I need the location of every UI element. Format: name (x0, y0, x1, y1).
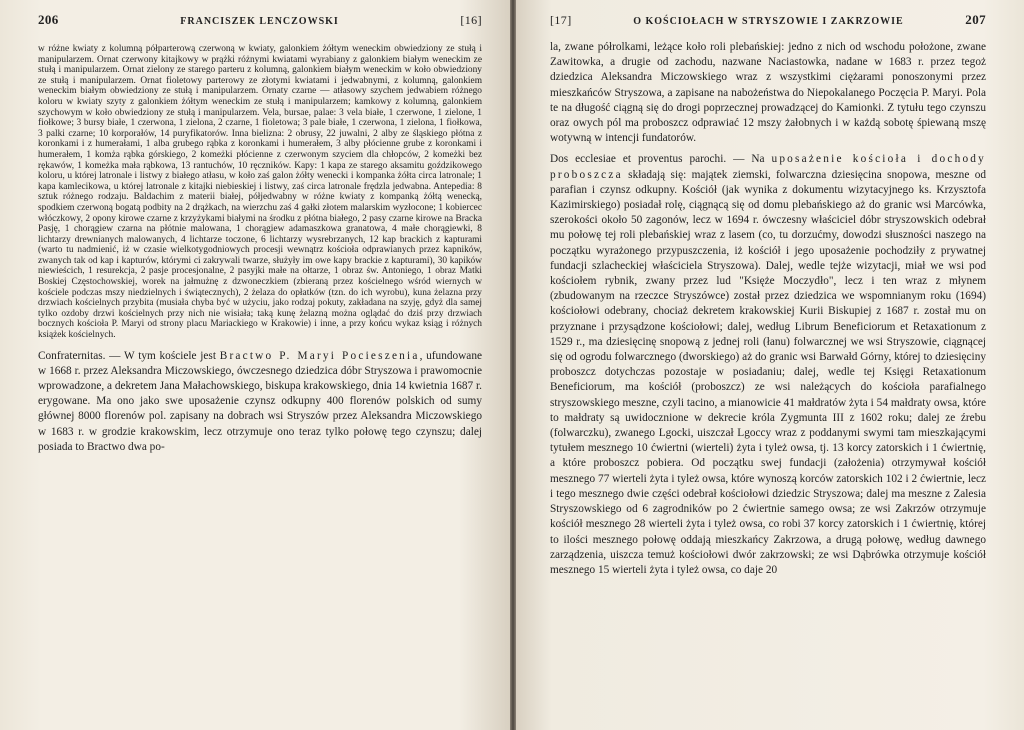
right-page-number: 207 (965, 12, 986, 27)
right-page-header (550, 12, 986, 34)
endowment-body: składają się: majątek ziemski, folwarczna dziesięcina snopowa, meszne od parafian i czynsz odkupny. Kościół (jak wynika z dokumentu wizytacyjnego ks. Krzysztofa Kazimirskiego) posiadał rolę, ciągnącą się od domu plebańskiego aż do granic wsi Marcówka, szerokości około 50 zagonów, lecz w 1694 r. ówczesny właściciel dóbr stryszowskich odebrał mu połowę tej roli plebańskiej wraz z lasem (co, tu dorzućmy, dowodzi słuszności naszego na początku wyrażonego przypuszczenia, iż kościół i jego uposażenie pochodziły z prywatnej fundacji szlacheckiej właściciela Stryszowa). Dalej, wedle tejże wizytacji, miał we wsi pod kościołem rybnik, zwany przez lud "Księże Moczydło", lecz i ten wraz z młynem (zbudowanym na rzeczce Stryszówce) został przez dziedzica we wspomnianym roku (1694) kościołowi odebrany, chociaż dekretem krakowskiej Kurii Biskupiej z 1687 r. został mu on przyznane i przysądzone kościołowi; dalej, według Librum Beneficiorum et Retaxationum z 1529 r., ma dziesięcinę snopową z jednej roli (łanu) folwarcznej we wsi Stryszowie, ciągnącej się od ogrodu folwarcznego (dworskiego) aż do granic wsi Barwałd Górny, której to dziesięciny proboszcz dotychczas pozostaje w posiadaniu; dalej, wedle tej Księgi Retaxationum Beneficiorum, ma kościół (proboszcz) ze wsi należących do kościoła parafialnego stryszowskiego meszne, czyli tacino, a mianowicie 41 małdratów żyta i 54 małdraty owsa, które to małdraty są uwidocznione w dekrecie króla Zygmunta III z 1602 roku; dalej ze źrebu (folwarczku), zwanego Lgocki, uiszczał Lgoccy wraz z poddanymi swymi tam mieszkającymi tytułem mesznego 10 ćwiertni (wierteli) żyta i tyleż owsa, tj. 13 korcy zatorskich i 1 ćwiertnię, a które proboszcz pobiera. Od początku swej fundacji (założenia) otrzymywał kościół mesznego 77 wierteli żyta i tyleż owsa, które wynoszą korców zatorskich 102 i 2 ćwiertnie, lecz i tego mesznego dwie części odebrał kościołowi dziedzic Stryszowa; dalej ma meszne z Zalesia Stryszowskiego od 6 zagrodników po 2 ćwiertnie samego owsa; ze wsi Zakrzów otrzymuje kościół mesznego 28 wierteli żyta i tyleż owsa, co robi 37 korcy zatorskich i 1 ćwiertnię, której to ilości mesznego połowę oddają mieszkańcy Zakrzowa, a drugą połowę, według dawnego zarządzenia, uiszcza temuż kościołowi dwór zakrzowski; ze wsi Dąbrówka otrzymuje kościół mesznego 15 wierteli żyta i tyleż owsa, co daje 20 (550, 168, 986, 576)
endowment-heading: uposażenie kościoła i dochody proboszcza (550, 153, 986, 181)
left-page (0, 0, 510, 730)
confraternity-name: Bractwo P. Maryi Pocieszenia (219, 349, 420, 362)
confraternity-paragraph (38, 349, 482, 455)
fields-paragraph: la, zwane półrolkami, leżące koło roli plebańskiej: jedno z nich od wschodu położone, zwane Zawitowka, a drugie od zachodu, nazwane Naciastowka, nadane w 1683 r. przez tegoż dziedzica Aleksandra Miczowskiego wraz z wszystkimi ciężarami ponoszonymi przez mieszkańców Stryszowa, a zapisane na nabożeństwa do Niepokalanego Poczęcia P. Maryi. Pola te na długość ciągną się do drogi poprzecznej prowadzącej do Kamionki. Z tytułu tego czynszu oraz owych pól ma proboszcz odprawiać 12 mszy żałobnych i w każdą sobotę śpiewaną mszę wotywną w intencji fundatorów. (550, 41, 986, 145)
right-running-head: O KOŚCIOŁACH W STRYSZOWIE I ZAKRZOWIE (633, 16, 904, 27)
left-running-head: FRANCISZEK LENCZOWSKI (180, 16, 339, 27)
confraternity-lead: Confraternitas. — W tym kościele jest (38, 349, 220, 362)
endowment-lead: Dos ecclesiae et proventus parochi. — Na (550, 153, 772, 166)
right-page (516, 0, 1024, 730)
confraternity-body: , ufundowane w 1668 r. przez Aleksandra Miczowskiego, ówczesnego dziedzica dóbr Stryszowa i prawomocnie wprowadzone, a dekretem Jana Małachowskiego, biskupa krakowskiego, dnia 14 kwietnia 1687 r. erygowane. Ma ono jako swe uposażenie czynsz odkupny 400 florenów polskich od sumy głównej 8000 florenów pol. zapisany na dobrach wsi Stryszów przez Aleksandra Miczowskiego w 1683 r. w grodzie krakowskim, lecz otrzymuje ono teraz tylko połowę tego czynszu; dalej posiada to Bractwo dwa po- (38, 349, 482, 453)
endowment-paragraph (550, 152, 986, 578)
left-page-header (38, 12, 482, 34)
left-section-number: [16] (460, 13, 482, 27)
left-page-number: 206 (38, 12, 59, 27)
right-section-number: [17] (550, 13, 572, 27)
inventory-list-paragraph: w różne kwiaty z kolumną półparterową czerwoną w kwiaty, galonkiem żółtym weneckim obwiedziony ze stułą i manipularzem. Ornat czerwony kitajkowy w prążki różnymi kwiatami wyrabiany z galonkiem białym weneckim ze stułą i manipularzem. Ornat zielony ze starego parteru z kolumną, galonkiem białym weneckim w koło obwiedziony ze stułą i manipularzem. Ornat fioletowy parterowy ze złotymi kwiatami i jedwabnymi, z kolumną, galonkiem weneckim białym obwiedziony ze stułą i manipularzem. Ornaty czarne — atłasowy szychem jedwabiem różnego koloru w kwiaty szyty z galonkiem żółtym weneckim ze stułą i manipularzem; kamkowy z kolumną, galonkiem szychowym w koło obwiedziony ze stułą i manipularzem. Vela, bursae, palae: 3 vela białe, 1 czerwone, 1 zielone, 1 fiołkowe; 3 bursy białe, 1 czerwona, 1 zielona, 2 czarne, 1 fioletowa; 3 pale białe, 1 czerwona, 1 zielona, 1 fiołkowa, 3 palki czarne; 10 korporałów, 14 puryfikatorów. Inna bielizna: 2 obrusy, 22 juwalni, 2 alby ze śląskiego płótna z koronkami i z humerałami, 1 alba grubego rąbka z koronkami i humerałem, 3 alby płócienne grube z koronkami i humerałem, 1 komża rąbka górskiego, 2 komeżki płócienne z czerwonym szyciem dla chłopców, 2 komeżki bez rękawów, 1 komeżka mała rąbkowa, 13 rantuchów, 10 ręczników. Kapy: 1 kapa ze starego aksamitu goździkowego koloru, u której latronale i listwy z białego atłasu, w koło zaś galon żółty wenecki i kompanka żółta circa latronale; 1 kapa kamlecikowa, u której latronale z kitajki niebieskiej i listwy, zaś circa latronale frędzla jedwabna. Antepedia: 8 sztuk różnego rodzaju. Baldachim z materii białej, półjedwabny w różne kwiaty z kompanką żółtą wenecką, spodkiem czerwoną bogatą podbity na 2 drążkach, na wierzchu zaś 4 gałki złotem malarskim wyzłocone; 1 kobiercec włóczkowy, 2 opony kirowe czarne z krzyżykami białymi na środku z płótna białego, 2 pasy czarne kirowe na Bracka Pasję, 1 chorągiew czarna na płótnie malowana, 1 chorągiew adamaszkowa granatowa, 4 małe chorągiewki, 8 lichtarzy drewnianych malowanych, 4 lichtarze toczone, 6 lichtarzy wysrebrzanych, 12 kap brackich z kapturami (warto tu nadmienić, iż w czasie wielkotygodniowych procesji wewnątrz kościoła odprawianych przez kapników, zwanych tak od kap i kapturów, którymi ci zakrywali twarze, służyły im owe kapy brackie z kapturami), 30 kapików niewieścich, 1 resurekcja, 2 pasje procesjonalne, 2 pasyjki małe na ołtarze, 1 obraz św. Antoniego, 1 obraz Matki Boskiej Częstochowskiej, worek na jałmużnę z dzwoneczkiem (zbieraną przez kościelnego wśród wiernych w kościele podczas mszy niedzielnych i świątecznych), 2 żelaza do opłatków (tzn. do ich wyrobu), kuna żelazna przy drzwiach kościelnych przybita (musiała chyba być w użyciu, jako rodzaj pokuty, zakładana na szyję, gdyż dla samej tylko ozdoby drzwi kościelnych przy nich nie wisiała; taką kunę żelazną można oglądać do dziś przy drzwiach bocznych kościoła P. Maryi od strony placu Mariackiego w Krakowie) i inne, a przy końcu wykaz ksiąg i różnych książek kościelnych. (38, 44, 482, 341)
